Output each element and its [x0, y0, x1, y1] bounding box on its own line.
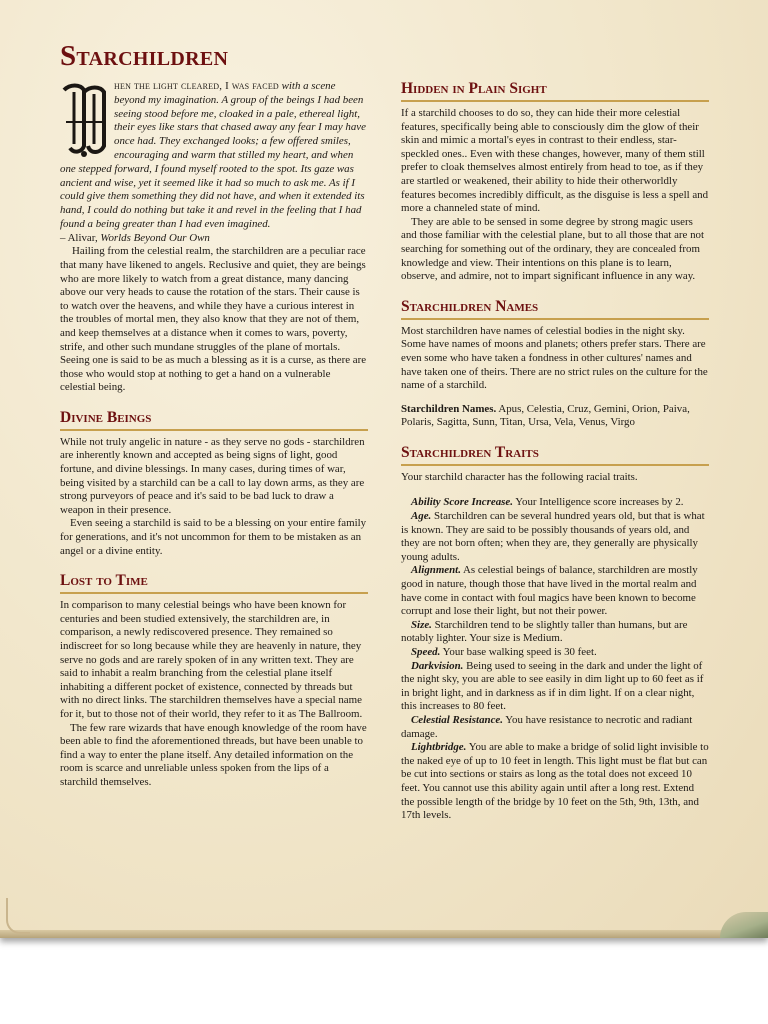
divine-paragraph-1: While not truly angelic in nature - as they serve no gods - starchildren are inherently known and accepted as being signs of light, good fortune, and divine blessings. In many cases, during times of war, being visited by a starchild can be a call to lay down arms, as they are strong purveyors of peace and it's said to be bad luck to draw a weapon in their presence.	[60, 435, 365, 516]
heading-divine-beings: Divine Beings	[60, 409, 368, 431]
trait-name: Speed.	[411, 646, 441, 658]
attribution-source: Worlds Beyond Our Own	[100, 231, 210, 244]
trait-item	[401, 714, 709, 741]
trait-text: Your Intelligence score increases by 2.	[512, 496, 684, 509]
left-column	[60, 40, 368, 790]
trait-text: Being used to seeing in the dark and under the light of the night sky, you are able to see easily in dim light up to 60 feet as if in bright light, and in darkness as if in dim light. If on a clear night, this increases to 80 feet.	[401, 659, 704, 713]
traits-intro: Your starchild character has the following racial traits.	[401, 470, 638, 483]
trait-text: As celestial beings of balance, starchildren are mostly good in nature, though those that have lived in the mortal realm and have come in contact with foul magics have been known to become corrupt and lose their light, but not their power.	[401, 564, 698, 618]
page-title: Starchildren	[60, 40, 229, 72]
trait-item	[401, 510, 709, 564]
quote-first-words: hen the light cleared, I was faced	[114, 80, 279, 92]
lost-paragraph-1: In comparison to many celestial beings who have been known for centuries and been studied extensively, the starchildren are, in comparison, a newly rediscovered presence. They remained so indiscreet for so long because while they are heavenly in nature, they serve no gods and are rarely spoken of in any written text. They are said to inhabit a realm branching from the celestial plane itself inhabiting a different pocket of existence, connected by threads but with no direct links. The starchildren themselves have a special name for it, but to those not of their world, they refer to it as The Ballroom.	[60, 599, 363, 720]
names-list-label: Starchildren Names.	[401, 402, 497, 415]
trait-name: Lightbridge.	[411, 741, 467, 754]
trait-name: Ability Score Increase.	[411, 496, 513, 509]
drop-cap	[60, 82, 108, 158]
trait-item	[401, 660, 709, 714]
names-list	[401, 403, 709, 430]
opening-quote	[60, 80, 368, 232]
trait-name: Age.	[411, 510, 432, 523]
trait-text: You are able to make a bridge of solid light invisible to the naked eye of up to 10 feet in length. This light must be flat but can be cut into sections or stairs as long as the total does not exceed 10 feet. You cannot use this ability again until after a long rest. Extend the possible length of the bridge by 10 feet on the 5th, 9th, 13th, and 17th levels.	[401, 741, 709, 822]
heading-starchildren-names: Starchildren Names	[401, 298, 709, 320]
intro-paragraph: Hailing from the celestial realm, the starchildren are a peculiar race that many have likened to angels. Reclusive and quiet, they are beings who are more likely to watch from a great distance, many dancing above our very heads to cause the rotation of the stars. Their cause is to watch over the heavens, and while they have a curious interest in the troubles of mortal men, they also know that they are not of them, and keep themselves at a distance when it comes to wars, poverty, strife, and other such mundane struggles of the plane of mortals. Seeing one is said to be as much a blessing as it is a curse, as there are those who would stop at nothing to get a hand on a vulnerable celestial being.	[60, 245, 367, 394]
names-paragraph: Most starchildren have names of celestial bodies in the night sky. Some have names of moons and planets; others prefer stars. There are even some who have taken a fondness in other cultures' names and have taken one of theirs. There are no strict rules on the culture for the name of a starchild.	[401, 324, 708, 392]
trait-name: Darkvision.	[411, 659, 464, 672]
trait-name: Celestial Resistance.	[411, 713, 503, 726]
trait-item	[401, 741, 709, 823]
trait-list	[401, 496, 709, 822]
trait-text: Your base walking speed is 30 feet.	[440, 646, 597, 658]
heading-lost-to-time: Lost to Time	[60, 572, 368, 594]
heading-starchildren-traits: Starchildren Traits	[401, 444, 709, 466]
corner-flourish-left	[6, 898, 30, 934]
quote-attribution	[60, 232, 368, 246]
trait-item	[401, 646, 709, 660]
hidden-paragraph-1: If a starchild chooses to do so, they can hide their more celestial features, specifically being able to consciously dim the glow of their skin and mimic a mortal's eyes in contrast to their endless, star-speckled ones.. Even with these changes, however, many of them still prefer to cloak themselves almost entirely from head to toe, as if they are startled or weakened, their ability to hide their otherworldly features becomes incredibly difficult, as the disguise is less a spell and more a channeled state of mind.	[401, 107, 709, 215]
names-list-values: Apus, Celestia, Cruz, Gemini, Orion, Paiva, Polaris, Sagitta, Sunn, Titan, Ursa, Vela, Venus, Virgo	[401, 402, 690, 429]
heading-hidden-in-plain-sight: Hidden in Plain Sight	[401, 80, 709, 102]
trait-item	[401, 564, 709, 618]
trait-name: Alignment.	[411, 564, 461, 577]
trait-item	[401, 496, 709, 510]
attribution-author: – Alivar,	[60, 231, 101, 244]
trait-name: Size.	[411, 618, 432, 631]
quote-text: with a scene beyond my imagination. A group of the beings I had been seeing stood before me, cloaked in a pale, ethereal light, their eyes like stars that chased away any fear I may have once had. They exchanged looks; a few offered smiles, encouraging and warm that stilled my heart, and when one stepped forward, I found myself rooted to the spot. Its gaze was ancient and wise, yet it seemed like it had so much to ask me. As if I could give them something they did not have, and when it extended its hand, I could do nothing but take it and revel in the feeling that I had found a being greater than I had even imagined.	[60, 80, 366, 230]
trait-item	[401, 619, 709, 646]
divine-paragraph-2: Even seeing a starchild is said to be a blessing on your entire family for generations, and it's not uncommon for them to be mistaken as an angel or a divine entity.	[60, 517, 367, 557]
right-column	[401, 80, 709, 823]
hidden-paragraph-2: They are able to be sensed in some degree by strong magic users and those familiar with the celestial plane, but to all those that are not searching for something out of the ordinary, they are concealed from knowledge and view. Their intentions on this plane is to learn, observe, and admire, not to impart significant influence in any way.	[401, 215, 705, 283]
drop-cap-w-icon	[60, 82, 108, 158]
trait-text: You have resistance to necrotic and radiant damage.	[401, 713, 693, 740]
trait-text: Starchildren can be several hundred years old, but that is what is known. They are said to be possibly thousands of years old, and they are not born often; when they are, they generally are physically young adults.	[401, 510, 705, 563]
lost-paragraph-2: The few rare wizards that have enough knowledge of the room have been able to find the aforementioned threads, but have been unable to find a way to enter the plane itself. Any detailed information on the room is scarce and unreliable unless spoken from the lips of a starchild themselves.	[60, 721, 367, 788]
trait-text: Starchildren tend to be slightly taller than humans, but are notably lighter. Your size is Medium.	[401, 618, 688, 645]
page-bottom-edge	[0, 930, 768, 938]
